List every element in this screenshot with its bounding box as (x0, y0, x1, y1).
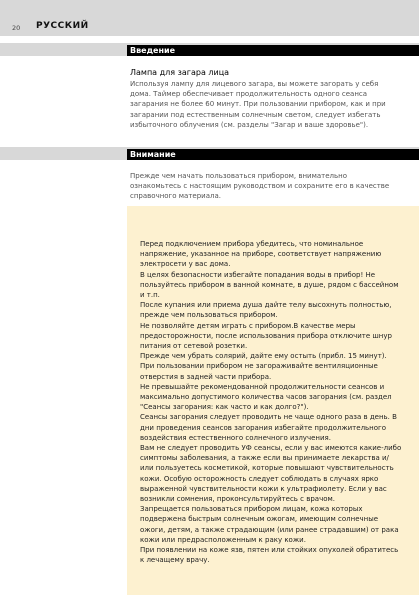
list-item: Не превышайте рекомендованной продолжительности сеансов и максимально допустимого количества часов загорания (см. раздел "Сеансы загорания: как часто и как долго?"). (140, 382, 392, 412)
page-number: 20 (12, 24, 21, 32)
list-item: В целях безопасности избегайте попадания воды в прибор! Не пользуйтесь прибором в ванной комнате, в душе, рядом с бассейном и т.п. (140, 270, 399, 300)
warning-list (140, 239, 402, 566)
list-item: При появлении на коже язв, пятен или стойких опухолей обратитесь к лечащему врачу. (140, 546, 399, 565)
warning-heading: Внимание (127, 149, 419, 160)
list-item: Вам не следует проводить УФ сеансы, если у вас имеются какие-либо симптомы заболевания, а также если вы принимаете лекарства и/или пользуетесь косметикой, которые повышают чувствительность кожи. Особую осторожность следует соблюдать в случаях ярко выраженной чувствительности кожи к ультрафиолету. Если у вас возникли сомнения, проконсультируйтесь с врачом. (140, 444, 402, 504)
list-item: При пользовании прибором не загораживайте вентиляционные отверстия в задней части прибора. (140, 362, 378, 381)
list-item: Не позволяйте детям играть с прибором.В качестве меры предосторожности, после использования прибора отключите шнур питания от сетевой розетки. (140, 321, 392, 351)
intro-section-bar (0, 43, 419, 56)
list-item: Запрещается пользоваться прибором лицам, кожа которых подвержена быстрым солнечным ожогам, имеющим солнечные ожоги, детям, а также страдающим (или ранее страдавшим) от рака кожи или предрасположенным к раку кожи. (140, 505, 399, 544)
list-item: Перед подключением прибора убедитесь, что номинальное напряжение, указанное на приборе, соответствует напряжению электросети у вас дома. (140, 240, 382, 269)
warning-intro-text: Прежде чем начать пользоваться прибором, внимательно ознакомьтесь с настоящим руководством и сохраните его в качестве справочного материала. (130, 172, 390, 201)
list-item: Прежде чем убрать солярий, дайте ему остыть (прибл. 15 минут). (140, 352, 387, 361)
list-item: Сеансы загорания следует проводить не чаще одного раза в день. В дни проведения сеансов загорания избегайте продолжительного воздействия естественного солнечного излучения. (140, 413, 397, 442)
intro-text: Используя лампу для лицевого загара, вы можете загорать у себя дома. Таймер обеспечивает продолжительность одного сеанса загарания не более 60 минут. При пользовании прибором, как и при загарании под естественным солнечным светом, следует избегать избыточного облучения (см. разделы "Загар и ваше здоровье"). (130, 80, 386, 129)
intro-subtitle: Лампа для загара лица (130, 68, 230, 77)
warning-section-bar (0, 147, 419, 160)
language-label: РУССКИЙ (36, 21, 89, 31)
intro-heading: Введение (127, 45, 419, 56)
list-item: После купания или приема душа дайте телу высохнуть полностью, прежде чем пользоваться прибором. (140, 301, 392, 320)
